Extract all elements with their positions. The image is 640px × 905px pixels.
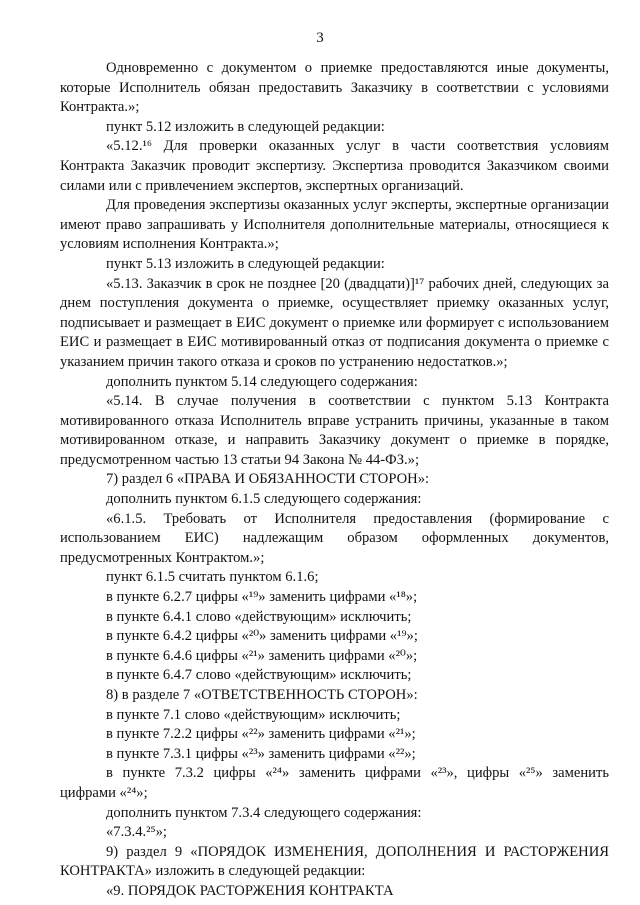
paragraph-4: Для проведения экспертизы оказанных услуг эксперты, экспертные организации имеют право запрашивать у Исполнителя дополнительные материалы, относящиеся к условиям исполнения Контракта.»; xyxy=(60,197,609,253)
paragraph-5: пункт 5.13 изложить в следующей редакции: xyxy=(106,255,385,272)
paragraph-9: 7) раздел 6 «ПРАВА И ОБЯЗАННОСТИ СТОРОН»: xyxy=(106,471,430,488)
paragraph-24: «7.3.4.²⁵»; xyxy=(106,824,167,841)
paragraph-2: пункт 5.12 изложить в следующей редакции: xyxy=(106,118,385,135)
paragraph-17: в пункте 6.4.7 слово «действующим» исключить; xyxy=(106,667,412,684)
paragraph-19: в пункте 7.1 слово «действующим» исключить; xyxy=(106,706,401,723)
paragraph-3: «5.12.¹⁶ Для проверки оказанных услуг в части соответствия условиям Контракта Заказчик проводит экспертизу. Экспертиза проводится Заказчиком своими силами или с привлечением экспертов, экспертных организаций. xyxy=(60,138,609,194)
page-number: 3 xyxy=(316,30,324,46)
paragraph-23: дополнить пунктом 7.3.4 следующего содержания: xyxy=(106,804,422,821)
paragraph-1: Одновременно с документом о приемке предоставляются иные документы, которые Исполнитель обязан предоставить Заказчику в соответствии с условиями Контракта.»; xyxy=(60,60,609,116)
paragraph-20: в пункте 7.2.2 цифры «²²» заменить цифрами «²¹»; xyxy=(106,726,416,743)
paragraph-6: «5.13. Заказчик в срок не позднее [20 (двадцати)]¹⁷ рабочих дней, следующих за днем поступления документа о приемке, осуществляет приемку оказанных услуг, подписывает и размещает в ЕИС документ о приемке или формирует с использованием ЕИС и размещает в ЕИС мотивированный отказ от подписания документа о приемке с указанием причин такого отказа и сроков по устранению недостатков.»; xyxy=(60,275,609,370)
paragraph-14: в пункте 6.4.1 слово «действующим» исключить; xyxy=(106,608,412,625)
paragraph-10: дополнить пунктом 6.1.5 следующего содержания: xyxy=(106,491,422,508)
paragraph-21: в пункте 7.3.1 цифры «²³» заменить цифрами «²²»; xyxy=(106,745,416,762)
paragraph-7: дополнить пунктом 5.14 следующего содержания: xyxy=(106,373,418,390)
paragraph-8: «5.14. В случае получения в соответствии с пунктом 5.13 Контракта мотивированного отказа Исполнитель вправе устранить причины, указанные в таком мотивированном отказе, и направить Заказчику документ о приемке в порядке, предусмотренном частью 13 статьи 94 Закона № 44-ФЗ.»; xyxy=(60,393,609,468)
paragraph-13: в пункте 6.2.7 цифры «¹⁹» заменить цифрами «¹⁸»; xyxy=(106,589,418,606)
paragraph-11: «6.1.5. Требовать от Исполнителя предоставления (формирование с использованием ЕИС) надлежащим образом оформленных документов, предусмотренных Контрактом.»; xyxy=(60,510,609,566)
document-body xyxy=(60,59,609,902)
paragraph-16: в пункте 6.4.6 цифры «²¹» заменить цифрами «²⁰»; xyxy=(106,647,418,664)
paragraph-15: в пункте 6.4.2 цифры «²⁰» заменить цифрами «¹⁹»; xyxy=(106,628,418,645)
paragraph-22: в пункте 7.3.2 цифры «²⁴» заменить цифрами «²³», цифры «²⁵» заменить цифрами «²⁴»; xyxy=(60,765,609,801)
paragraph-25: 9) раздел 9 «ПОРЯДОК ИЗМЕНЕНИЯ, ДОПОЛНЕНИЯ И РАСТОРЖЕНИЯ КОНТРАКТА» изложить в следующей редакции: xyxy=(60,843,609,880)
paragraph-26: «9. ПОРЯДОК РАСТОРЖЕНИЯ КОНТРАКТА xyxy=(106,882,394,899)
paragraph-18: 8) в разделе 7 «ОТВЕТСТВЕННОСТЬ СТОРОН»: xyxy=(106,687,418,703)
paragraph-12: пункт 6.1.5 считать пунктом 6.1.6; xyxy=(106,569,319,586)
